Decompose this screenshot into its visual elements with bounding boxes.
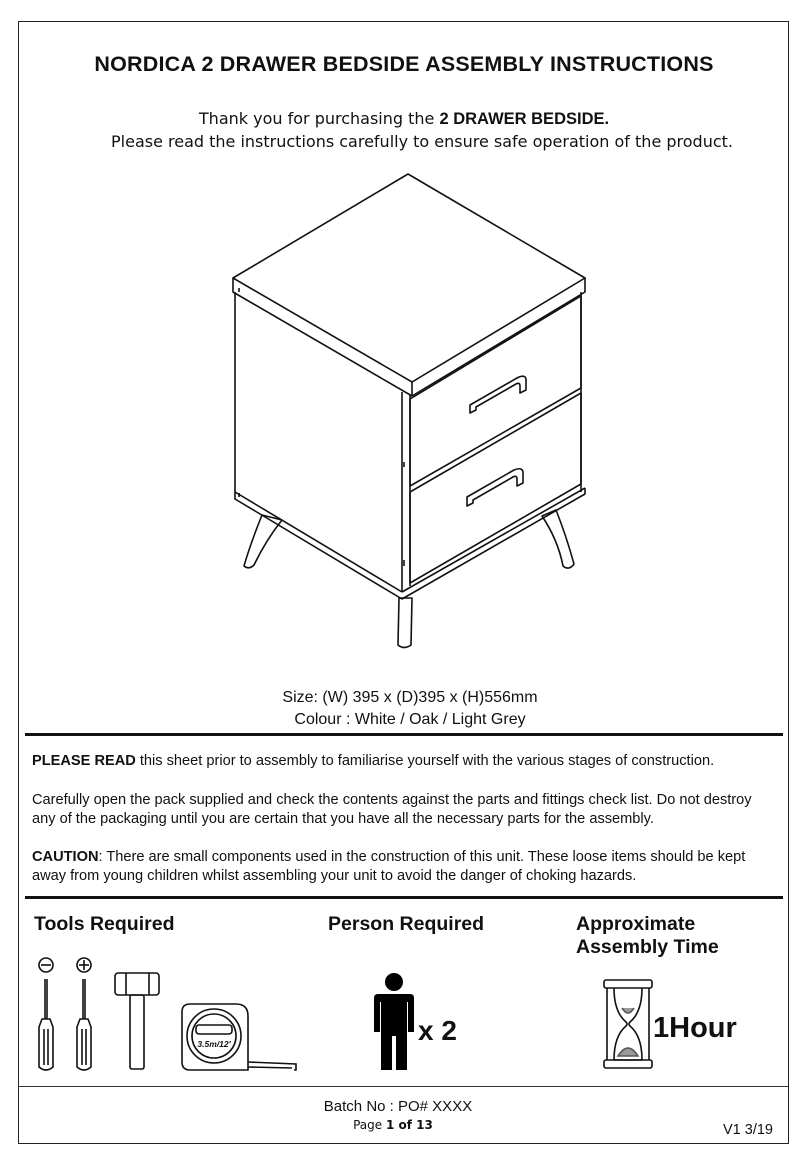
footer-divider — [19, 1086, 788, 1087]
time-heading — [576, 913, 719, 959]
please-read-text: this sheet prior to assembly to familiarise yourself with the various stages of construction. — [135, 753, 715, 769]
page-number — [0, 1118, 786, 1132]
batch-number: Batch No : PO# XXXX — [323, 1098, 473, 1115]
thanks-prefix: Thank you for purchasing the — [198, 109, 440, 128]
time-heading-line2: Assembly Time — [576, 936, 719, 958]
person-icon — [372, 972, 416, 1072]
size-line — [0, 689, 808, 707]
check-contents-paragraph: Carefully open the pack supplied and check the contents against the parts and fittings check list. Do not destroy any of the packaging until you are certain that you have all the necessary parts for the assembly. — [32, 792, 752, 827]
caution-bold: CAUTION — [32, 849, 99, 865]
time-heading-line1: Approximate — [576, 913, 696, 935]
hourglass-icon — [600, 978, 658, 1070]
caution-text: : There are small components used in the construction of this unit. These loose items should be kept away from young children whilst assembling your unit to avoid the danger of choking hazards. — [32, 849, 746, 884]
colour-line — [0, 711, 808, 729]
flathead-screwdriver-icon — [34, 955, 60, 1073]
size-value: (W) 395 x (D)395 x (H)556mm — [317, 689, 538, 706]
phillips-screwdriver-icon — [72, 955, 98, 1073]
tape-label: 3.5m/12' — [197, 1039, 231, 1049]
page-of: of — [394, 1118, 417, 1132]
caution-paragraph — [32, 848, 772, 886]
size-label: Size: — [282, 689, 318, 706]
assembly-time: 1Hour — [653, 1012, 737, 1044]
please-read-bold: PLEASE READ — [32, 753, 136, 769]
person-heading: Person Required — [328, 913, 485, 935]
page-title: NORDICA 2 DRAWER BEDSIDE ASSEMBLY INSTRUCTIONS — [94, 52, 714, 76]
colour-value: White / Oak / Light Grey — [350, 711, 526, 728]
hammer-icon — [112, 970, 162, 1074]
please-read-paragraph — [32, 752, 772, 771]
page-total: 13 — [416, 1118, 433, 1132]
tools-heading: Tools Required — [34, 913, 175, 935]
tape-measure-icon — [176, 1000, 300, 1078]
please-read-line: Please read the instructions carefully to ensure safe operation of the product. — [111, 132, 733, 151]
section-divider-top — [25, 733, 783, 736]
colour-label: Colour : — [294, 711, 351, 728]
page-prefix: Page — [353, 1118, 386, 1132]
section-divider-bottom — [25, 896, 783, 899]
version-label: V1 3/19 — [723, 1122, 773, 1138]
page-current: 1 — [385, 1118, 395, 1132]
product-name: 2 DRAWER BEDSIDE. — [439, 110, 610, 128]
person-count: x 2 — [418, 1015, 457, 1046]
